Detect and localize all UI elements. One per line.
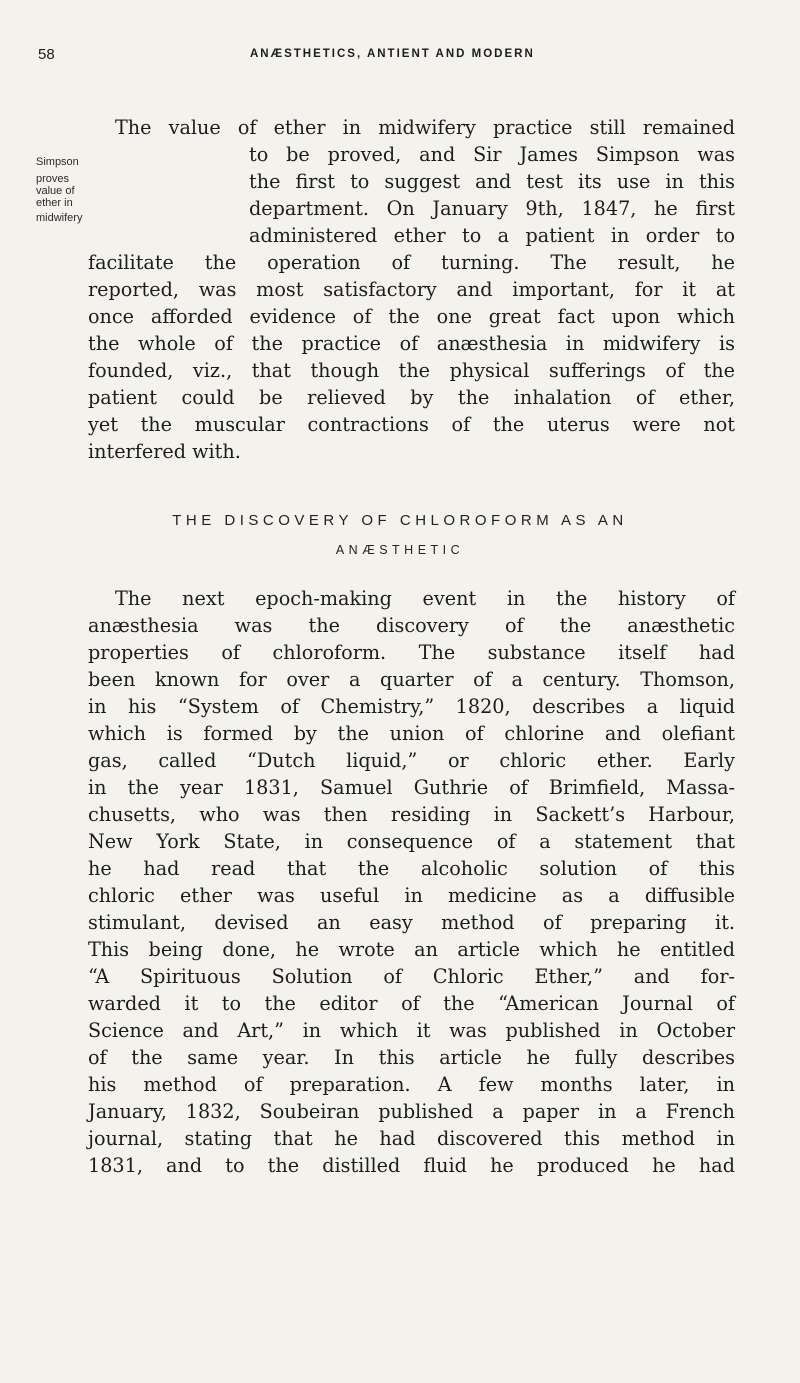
text-line: chusetts, who was then residing in Sackett’s Harbour, [88,803,735,826]
text-line: he had read that the alcoholic solution of this [88,857,735,880]
text-line: founded, viz., that though the physical sufferings of the [88,359,735,382]
text-line: been known for over a quarter of a century. Thomson, [88,668,735,691]
text-line: gas, called “Dutch liquid,” or chloric ether. Early [88,749,735,772]
text-line: his method of preparation. A few months later, in [88,1073,735,1096]
text-line: properties of chloroform. The substance itself had [88,641,735,664]
text-line: stimulant, devised an easy method of preparing it. [88,911,735,934]
text-line: the first to suggest and test its use in this [249,170,735,193]
text-line: This being done, he wrote an article which he entitled [88,938,735,961]
text-line: reported, was most satisfactory and important, for it at [88,278,735,301]
text-line: warded it to the editor of the “American Journal of [88,992,735,1015]
text-line: which is formed by the union of chlorine and olefiant [88,722,735,745]
text-line: of the same year. In this article he fully describes [88,1046,735,1069]
text-line: in his “System of Chemistry,” 1820, describes a liquid [88,695,735,718]
section-heading-line: THE DISCOVERY OF CHLOROFORM AS AN [172,512,628,529]
text-line: January, 1832, Soubeiran published a paper in a French [88,1100,735,1123]
text-line: 1831, and to the distilled fluid he produced he had [88,1154,735,1177]
text-line: Science and Art,” in which it was published in October [88,1019,735,1042]
text-line: department. On January 9th, 1847, he first [249,197,735,220]
text-line: The value of ether in midwifery practice still remained [115,116,735,139]
text-line: New York State, in consequence of a statement that [88,830,735,853]
text-line: The next epoch-making event in the history of [115,587,735,610]
text-line: journal, stating that he had discovered this method in [88,1127,735,1150]
text-line: in the year 1831, Samuel Guthrie of Brimfield, Massa- [88,776,735,799]
side-note-line: Simpson [36,156,79,168]
text-line: interfered with. [88,440,241,463]
side-note-line: midwifery [36,212,83,224]
text-line: chloric ether was useful in medicine as a diffusible [88,884,735,907]
text-line: yet the muscular contractions of the uterus were not [88,413,735,436]
text-line: facilitate the operation of turning. The result, he [88,251,735,274]
text-line: anæsthesia was the discovery of the anæsthetic [88,614,735,637]
text-line: administered ether to a patient in order to [249,224,735,247]
running-title: ANÆSTHETICS, ANTIENT AND MODERN [250,48,535,60]
text-line: patient could be relieved by the inhalation of ether, [88,386,735,409]
section-heading-line: ANÆSTHETIC [335,543,465,557]
side-note-line: proves [36,173,70,185]
text-line: “A Spirituous Solution of Chloric Ether,” and for- [88,965,735,988]
text-line: once afforded evidence of the one great fact upon which [88,305,735,328]
side-note-line: value of [36,185,75,197]
page-number: 58 [38,46,55,63]
text-line: the whole of the practice of anæsthesia in midwifery is [88,332,735,355]
side-note-line: ether in [36,197,73,209]
text-line: to be proved, and Sir James Simpson was [249,143,735,166]
